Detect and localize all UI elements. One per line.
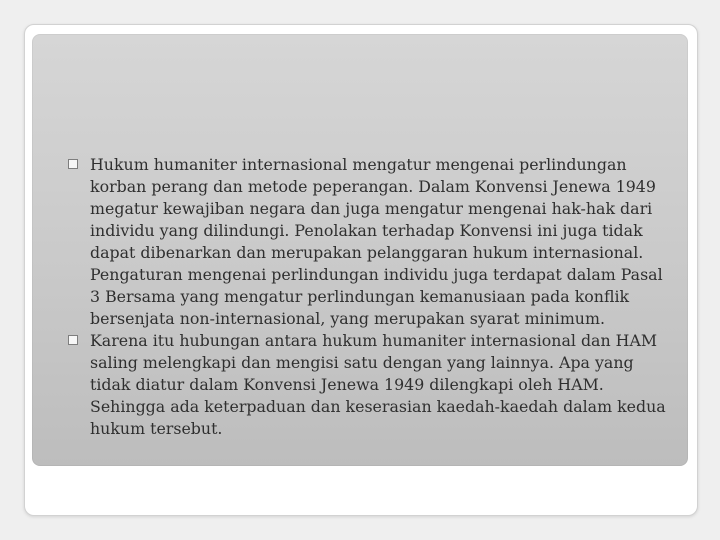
square-bullet-icon [68, 335, 78, 345]
square-bullet-icon [68, 159, 78, 169]
bullet-text-1: Hukum humaniter internasional mengatur mengenai perlindungan korban perang dan metode peperangan. Dalam Konvensi Jenewa 1949 megatur kewajiban negara dan juga mengatur mengenai hak-hak dari individu yang dilindungi. Penolakan terhadap Konvensi ini juga tidak dapat dibenarkan dan merupakan pelanggaran hukum internasional. Pengaturan mengenai perlindungan individu juga terdapat dalam Pasal 3 Bersama yang mengatur perlindungan kemanusiaan pada konflik bersenjata non-internasional, yang merupakan syarat minimum. [90, 155, 663, 328]
bullet-list [68, 154, 674, 440]
bullet-item-1 [68, 154, 674, 330]
bullet-text-2: Karena itu hubungan antara hukum humaniter internasional dan HAM saling melengkapi dan mengisi satu dengan yang lainnya. Apa yang tidak diatur dalam Konvensi Jenewa 1949 dilengkapi oleh HAM. Sehingga ada keterpaduan dan keserasian kaedah-kaedah dalam kedua hukum tersebut. [90, 331, 666, 438]
bullet-item-2 [68, 330, 674, 440]
